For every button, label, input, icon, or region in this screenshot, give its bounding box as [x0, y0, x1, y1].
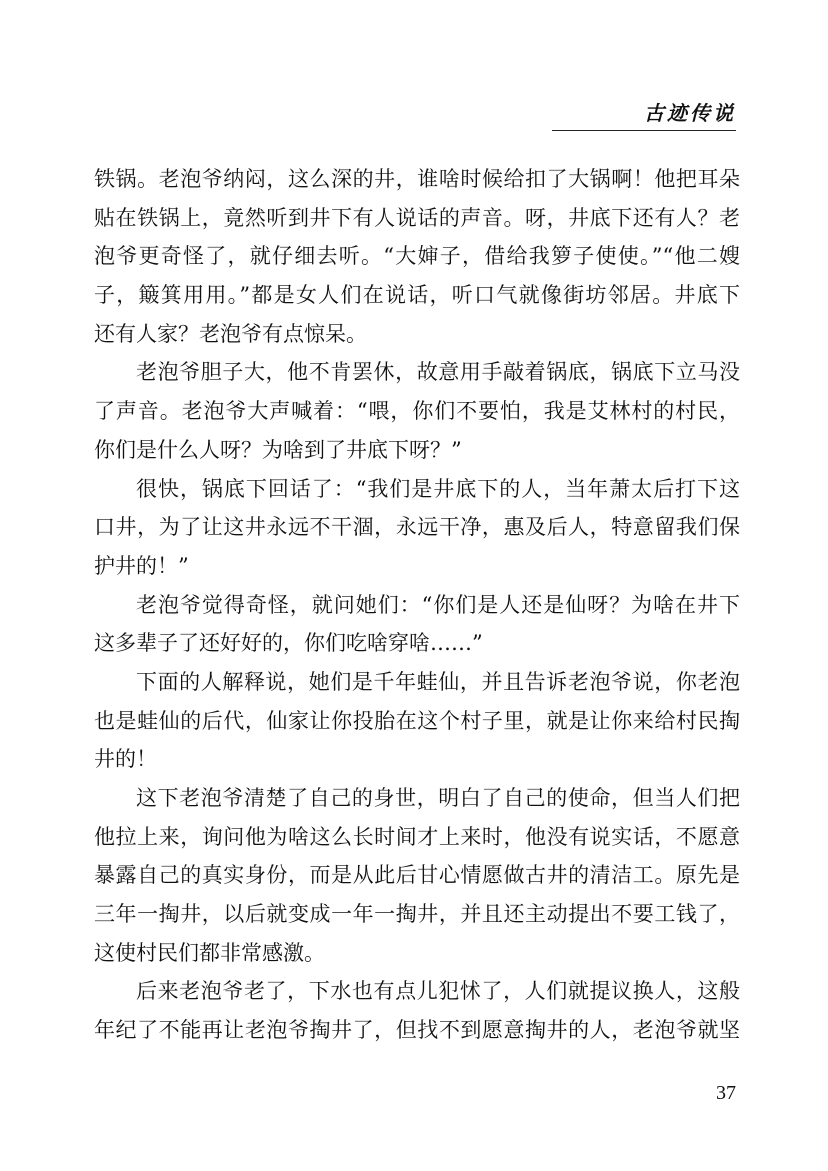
text-line: 年纪了不能再让老泡爷掏井了，但找不到愿意掏井的人，老泡爷就坚: [94, 1018, 740, 1043]
text-line: 下面的人解释说，她们是千年蛙仙，并且告诉老泡爷说，你老泡: [136, 669, 740, 694]
text-line: 护井的！”: [94, 553, 189, 578]
text-line: 贴在铁锅上，竟然听到井下有人说话的声音。呀，井底下还有人？老: [94, 205, 740, 230]
text-line: 泡爷更奇怪了，就仔细去听。“大婶子，借给我箩子使使。”“他二嫂: [94, 244, 740, 269]
text-line: 了声音。老泡爷大声喊着：“喂，你们不要怕，我是艾林村的村民，: [94, 399, 740, 424]
text-line: 你们是什么人呀？为啥到了井底下呀？”: [94, 437, 462, 462]
running-header: [552, 98, 736, 131]
section-title: 古迹传说: [644, 101, 736, 125]
text-line: 老泡爷胆子大，他不肯罢休，故意用手敲着锅底，锅底下立马没: [136, 360, 740, 385]
text-line: 后来老泡爷老了，下水也有点儿犯怵了，人们就提议换人，这般: [136, 979, 740, 1004]
text-line: 也是蛙仙的后代，仙家让你投胎在这个村子里，就是让你来给村民掏: [94, 708, 740, 733]
text-line: 他拉上来，询问他为啥这么长时间才上来时，他没有说实话，不愿意: [94, 824, 740, 849]
text-line: 暴露自己的真实身份，而是从此后甘心情愿做古井的清洁工。原先是: [94, 863, 740, 888]
text-line: 子，簸箕用用。”都是女人们在说话，听口气就像街坊邻居。井底下: [94, 283, 740, 308]
text-line: 还有人家？老泡爷有点惊呆。: [94, 321, 367, 346]
body-text: [94, 160, 740, 1050]
text-line: 井的！: [94, 747, 157, 772]
text-line: 老泡爷觉得奇怪，就问她们：“你们是人还是仙呀？为啥在井下: [136, 592, 740, 617]
text-line: 很快，锅底下回话了：“我们是井底下的人，当年萧太后打下这: [136, 476, 740, 501]
text-line: 这多辈子了还好好的，你们吃啥穿啥……”: [94, 631, 483, 656]
page-number: 37: [716, 1082, 736, 1104]
text-line: 这下老泡爷清楚了自己的身世，明白了自己的使命，但当人们把: [136, 786, 740, 810]
text-line: 这使村民们都非常感激。: [94, 940, 325, 965]
text-line: 铁锅。老泡爷纳闷，这么深的井，谁啥时候给扣了大锅啊！他把耳朵: [94, 167, 740, 191]
text-line: 口井，为了让这井永远不干涸，永远干净，惠及后人，特意留我们保: [94, 515, 740, 540]
text-line: 三年一掏井，以后就变成一年一掏井，并且还主动提出不要工钱了，: [94, 902, 740, 927]
